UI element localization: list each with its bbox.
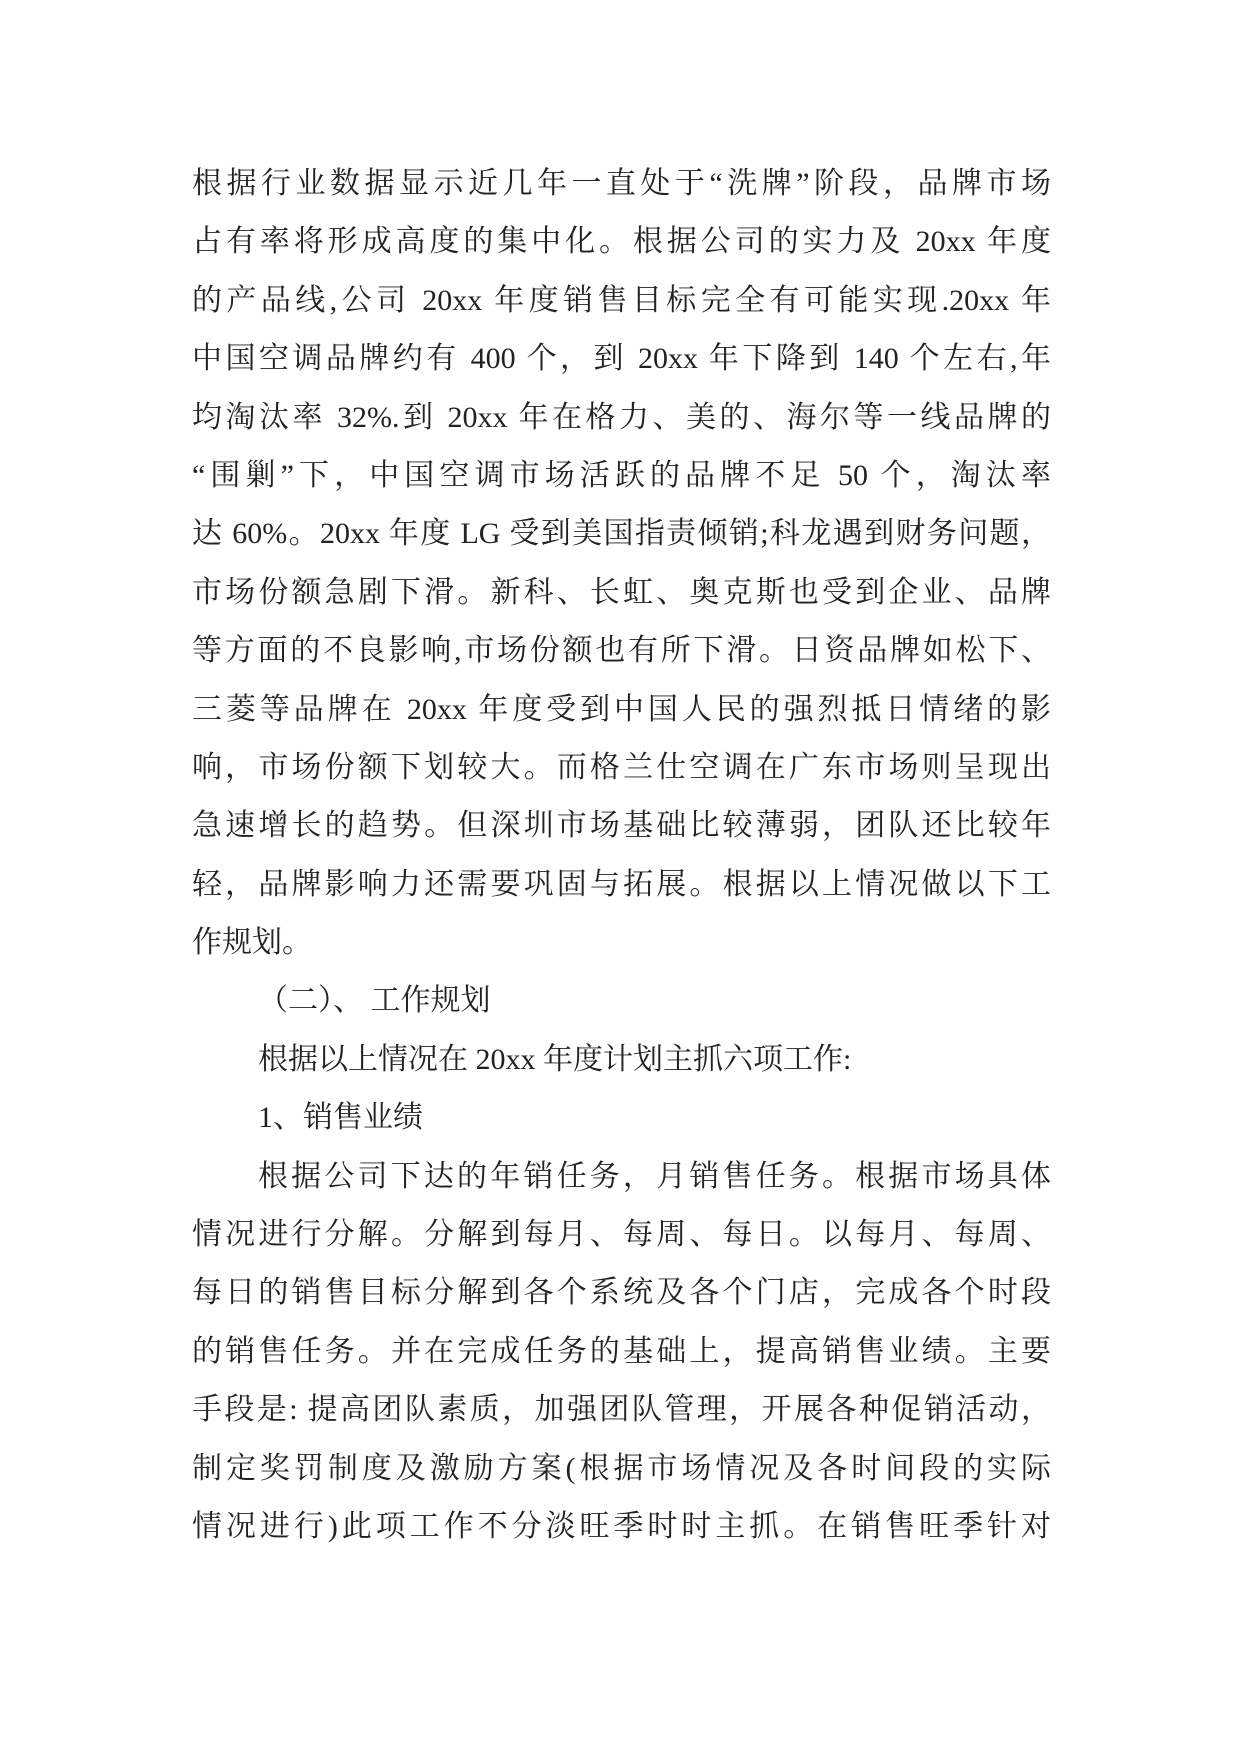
intro-text: 根据以上情况在 20xx 年度计划主抓六项工作: [258,1042,852,1076]
text-line: 轻，品牌影响力还需要巩固与拓展。根据以上情况做以下工 [192,867,1051,901]
text-line: 每日的销售目标分解到各个系统及各个门店，完成各个时段 [192,1276,1051,1310]
text-line: 中国空调品牌约有 400 个，到 20xx 年下降到 140 个左右,年 [192,342,1051,376]
text-line: 作规划。 [192,926,312,960]
text-line: 根据行业数据显示近几年一直处于“洗牌”阶段，品牌市场 [192,167,1051,200]
text-line: 根据公司下达的年销任务，月销售任务。根据市场具体 [258,1159,1051,1193]
text-line: 市场份额急剧下滑。新科、长虹、奥克斯也受到企业、品牌 [192,575,1051,609]
text-line: 占有率将形成高度的集中化。根据公司的实力及 20xx 年度 [192,225,1051,259]
text-line: 急速增长的趋势。但深圳市场基础比较薄弱，团队还比较年 [192,809,1051,843]
section-heading: （二）、 工作规划 [258,984,491,1018]
document-body [192,155,1051,1556]
text-line: “围剿”下，中国空调市场活跃的品牌不足 50 个，淘汰率 [192,458,1051,492]
text-line: 的销售任务。并在完成任务的基础上，提高销售业绩。主要 [192,1334,1051,1368]
text-line: 制定奖罚制度及激励方案(根据市场情况及各时间段的实际 [192,1451,1051,1485]
text-line: 手段是: 提高团队素质，加强团队管理，开展各种促销活动， [192,1393,1051,1427]
text-line: 等方面的不良影响,市场份额也有所下滑。日资品牌如松下、 [192,634,1051,668]
continued-paragraph [192,155,1051,972]
text-line: 三菱等品牌在 20xx 年度受到中国人民的强烈抵日情绪的影 [192,692,1051,726]
item-heading: 1、销售业绩 [258,1101,423,1135]
text-line: 响，市场份额下划较大。而格兰仕空调在广东市场则呈现出 [192,750,1051,784]
text-line: 的产品线,公司 20xx 年度销售目标完全有可能实现.20xx 年 [192,283,1051,317]
text-line: 均淘汰率 32%.到 20xx 年在格力、美的、海尔等一线品牌的 [192,400,1051,434]
text-line: 达 60%。20xx 年度 LG 受到美国指责倾销;科龙遇到财务问题， [192,517,1051,551]
text-line: 情况进行分解。分解到每月、每周、每日。以每月、每周、 [192,1218,1051,1252]
item-paragraph [192,1148,1051,1557]
text-line: 情况进行)此项工作不分淡旺季时时主抓。在销售旺季针对 [192,1509,1051,1543]
